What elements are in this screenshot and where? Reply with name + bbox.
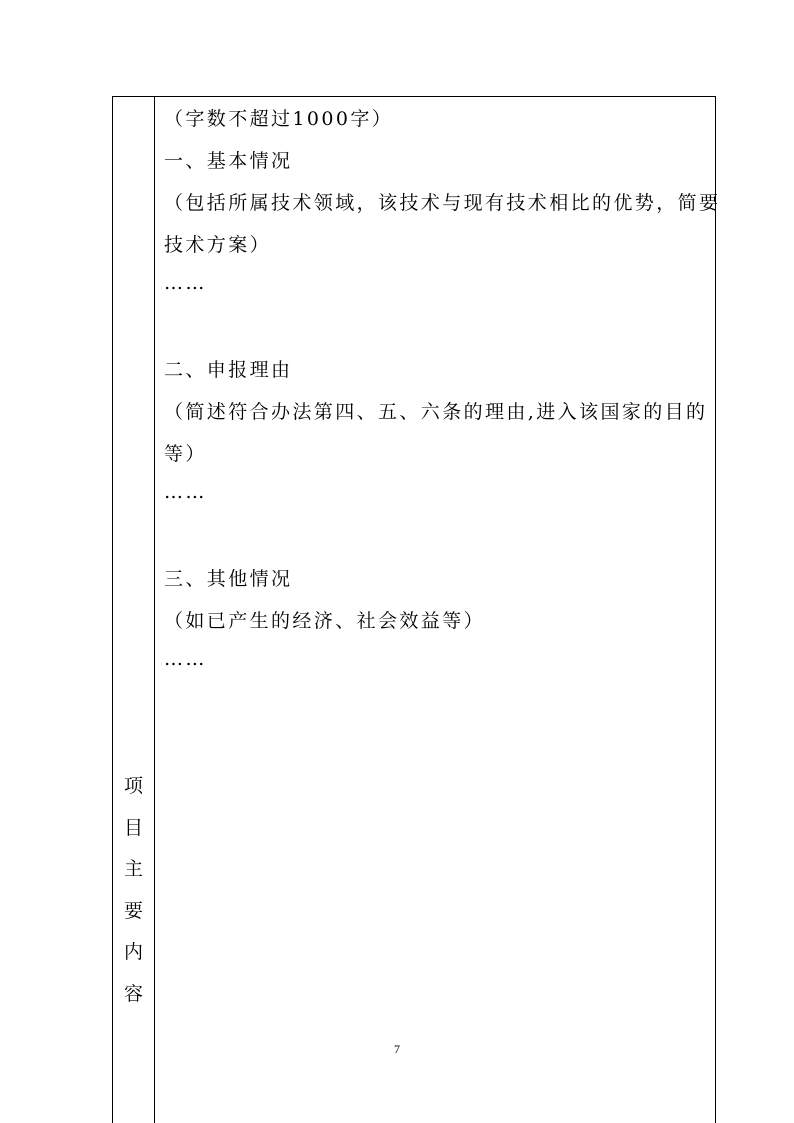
- row-label-char: 内: [123, 941, 143, 963]
- row-label-char: 容: [123, 982, 143, 1005]
- row-label-char: 目: [123, 816, 143, 839]
- row-label-char: 主: [123, 858, 143, 880]
- section2-heading: 二、申报理由: [164, 359, 293, 381]
- section1-note-line1: （包括所属技术领域，该技术与现有技术相比的优势，简要: [164, 192, 721, 214]
- section2-note-line2: 等）: [164, 443, 207, 465]
- section1-note-line2: 技术方案）: [164, 234, 272, 256]
- section1-ellipsis: ……: [164, 272, 207, 294]
- row-label-char: 项: [123, 775, 143, 797]
- word-limit-note: （字数不超过1000字）: [164, 108, 394, 130]
- column-divider: [154, 96, 155, 1123]
- row-label-project-main-content: [113, 766, 154, 1015]
- section2-note-line1: （简述符合办法第四、五、六条的理由,进入该国家的目的: [164, 401, 708, 423]
- section2-ellipsis: ……: [164, 481, 207, 503]
- page-number: 7: [394, 1042, 400, 1056]
- row-label-char: 要: [123, 899, 143, 922]
- section3-heading: 三、其他情况: [164, 568, 293, 590]
- section1-heading: 一、基本情况: [164, 150, 293, 172]
- section3-note: （如已产生的经济、社会效益等）: [164, 610, 486, 632]
- section3-ellipsis: ……: [164, 648, 207, 670]
